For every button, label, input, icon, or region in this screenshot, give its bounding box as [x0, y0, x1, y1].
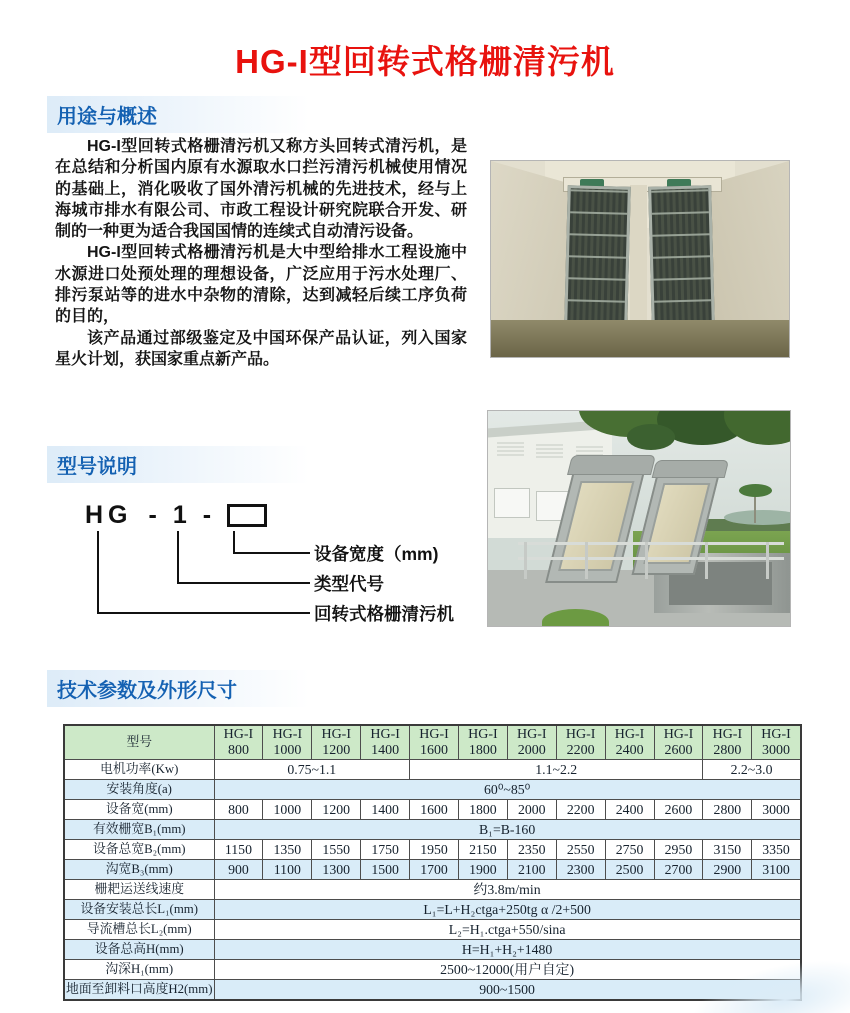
spec-model-header-cell	[214, 725, 263, 760]
photo2-machine-face	[643, 483, 710, 564]
spec-value-cell: 1150	[214, 840, 263, 860]
model-number: 2800	[713, 742, 742, 758]
spec-row	[64, 800, 801, 820]
spec-value-cell: 1550	[312, 840, 361, 860]
photo2-railing-post	[705, 542, 708, 579]
spec-value-cell: 1.1~2.2	[410, 760, 703, 780]
spec-value-cell: L₂=H₁.ctga+550/sina	[214, 920, 801, 940]
spec-value-cell: 2900	[703, 860, 752, 880]
spec-model-header-cell	[263, 725, 312, 760]
spec-row-label: 电机功率(Kw)	[64, 760, 214, 780]
model-number: 2600	[664, 742, 693, 758]
photo2-vent	[497, 441, 524, 456]
model-prefix: HG-I	[272, 727, 303, 743]
model-number: 2000	[517, 742, 546, 758]
spec-value-cell: 2200	[556, 800, 605, 820]
model-prefix: HG-I	[761, 727, 791, 743]
model-number: 800	[227, 742, 249, 758]
spec-row	[64, 960, 801, 980]
spec-value-cell: 2400	[605, 800, 654, 820]
spec-row-label: 沟深H₁(mm)	[64, 960, 214, 980]
photo1-water	[491, 320, 789, 357]
spec-model-header-cell	[703, 725, 752, 760]
spec-model-header-cell	[458, 725, 507, 760]
photo2-vent	[536, 443, 563, 458]
spec-model-header-cell	[556, 725, 605, 760]
overview-paragraph: 该产品通过部级鉴定及中国环保产品认证，列入国家星火计划，获国家重点新产品。	[55, 329, 467, 368]
spec-row-label: 设备安装总长L₁(mm)	[64, 900, 214, 920]
spec-row-label: 沟宽B₃(mm)	[64, 860, 214, 880]
model-number: 1800	[468, 742, 497, 758]
spec-model-header-cell	[361, 725, 410, 760]
section-heading-overview: 用途与概述	[47, 96, 397, 133]
photo2-palm-tree	[739, 484, 772, 497]
spec-value-cell: 900~1500	[214, 980, 801, 1001]
spec-value-cell: 1200	[312, 800, 361, 820]
model-code-dash: -	[202, 501, 212, 529]
spec-row-label: 安装角度(a)	[64, 780, 214, 800]
spec-row-label: 设备总宽B₂(mm)	[64, 840, 214, 860]
spec-row-label: 栅耙运送线速度	[64, 880, 214, 900]
product-photo-outdoor-screens	[487, 410, 791, 627]
model-code-width-box	[227, 504, 267, 527]
photo1-screen-right	[649, 186, 715, 329]
spec-value-cell: 2800	[703, 800, 752, 820]
photo2-machine-head	[652, 460, 730, 479]
model-number: 1200	[322, 742, 351, 758]
spec-value-cell: 1900	[458, 860, 507, 880]
model-code-type: 1	[172, 501, 187, 529]
spec-value-cell: 2950	[654, 840, 703, 860]
overview-paragraph: HG-I型回转式格栅清污机是大中型给排水工程设施中水源进口处预处理的理想设备，广泛应用于污水处理厂、排污泵站等的进水中杂物的清除，达到减轻后续工序负荷的目的，	[55, 244, 467, 326]
spec-value-cell: 1700	[410, 860, 459, 880]
model-number: 2400	[615, 742, 644, 758]
model-prefix: HG-I	[663, 727, 694, 743]
spec-value-cell: 1400	[361, 800, 410, 820]
overview-paragraph: HG-I型回转式格栅清污机又称方头回转式清污机，是在总结和分析国内原有水源取水口拦污清污机械使用情况的基础上，消化吸收了国外清污机械的先进技术，经与上海城市排水有限公司、市政工程设计研究院联合开发、研制的一种更为适合我国国情的连续式自动清污设备。	[55, 138, 467, 241]
model-prefix: HG-I	[419, 727, 449, 743]
spec-model-header-cell	[410, 725, 459, 760]
model-number: 2200	[566, 742, 595, 758]
spec-value-cell: 2600	[654, 800, 703, 820]
photo2-foliage	[627, 424, 675, 450]
spec-value-cell: 2100	[507, 860, 556, 880]
spec-value-cell: 3350	[752, 840, 801, 860]
specs-table	[63, 724, 802, 1001]
spec-model-header-cell	[507, 725, 556, 760]
photo2-palm-tree	[754, 493, 756, 523]
spec-value-cell: 约3.8m/min	[214, 880, 801, 900]
spec-row	[64, 780, 801, 800]
spec-row-label: 设备总高H(mm)	[64, 940, 214, 960]
spec-row	[64, 760, 801, 780]
product-photo-bar-screens-channel	[490, 160, 790, 358]
spec-value-cell: H=H₁+H₂+1480	[214, 940, 801, 960]
spec-value-cell: 800	[214, 800, 263, 820]
spec-row	[64, 820, 801, 840]
model-prefix: HG-I	[321, 727, 351, 743]
spec-value-cell: 2300	[556, 860, 605, 880]
spec-value-cell: 1800	[458, 800, 507, 820]
spec-row	[64, 900, 801, 920]
spec-row	[64, 940, 801, 960]
spec-value-cell: 2500~12000(用户自定)	[214, 960, 801, 980]
spec-value-cell: 1950	[410, 840, 459, 860]
diagram-label-width: 设备宽度（mm)	[314, 544, 439, 564]
photo2-railing-post	[645, 542, 648, 579]
model-number: 3000	[761, 742, 790, 758]
spec-header-row	[64, 725, 801, 760]
spec-value-cell: 1100	[263, 860, 312, 880]
spec-row	[64, 840, 801, 860]
photo2-railing	[518, 557, 784, 560]
spec-value-cell: 2350	[507, 840, 556, 860]
section-heading-model: 型号说明	[47, 446, 397, 483]
spec-corner-cell: 型号	[64, 725, 214, 760]
spec-value-cell: 2.2~3.0	[703, 760, 801, 780]
spec-model-header-cell	[654, 725, 703, 760]
photo2-window	[494, 488, 530, 518]
spec-row-label: 导流槽总长L₂(mm)	[64, 920, 214, 940]
spec-model-header-cell	[752, 725, 801, 760]
spec-value-cell: 1300	[312, 860, 361, 880]
model-number: 1400	[371, 742, 400, 758]
photo2-railing-post	[766, 542, 769, 579]
model-number: 1600	[420, 742, 448, 758]
spec-value-cell: 3100	[752, 860, 801, 880]
spec-value-cell: 1600	[410, 800, 459, 820]
spec-value-cell: 3000	[752, 800, 801, 820]
spec-value-cell: L₁=L+H₂ctga+250tg α /2+500	[214, 900, 801, 920]
diagram-label-type: 类型代号	[314, 574, 384, 594]
model-code-dash: -	[148, 501, 157, 529]
model-number: 1000	[273, 742, 302, 758]
spec-value-cell: 1500	[361, 860, 410, 880]
spec-row	[64, 880, 801, 900]
spec-value-cell: 1750	[361, 840, 410, 860]
photo2-machine-head	[568, 454, 657, 475]
model-prefix: HG-I	[614, 727, 645, 743]
spec-model-header-cell	[605, 725, 654, 760]
photo2-railing-post	[524, 542, 527, 579]
spec-value-cell: 0.75~1.1	[214, 760, 410, 780]
spec-row-label: 地面至卸料口高度H2(mm)	[64, 980, 214, 1001]
spec-value-cell: 60⁰~85⁰	[214, 780, 801, 800]
model-prefix: HG-I	[370, 727, 400, 743]
photo1-screen-left	[564, 186, 630, 329]
model-prefix: HG-I	[517, 727, 547, 743]
spec-model-header-cell	[312, 725, 361, 760]
spec-value-cell: 2700	[654, 860, 703, 880]
photo1-center-pillar	[630, 185, 648, 326]
model-prefix: HG-I	[565, 727, 596, 743]
spec-value-cell: 3150	[703, 840, 752, 860]
model-prefix: HG-I	[712, 727, 743, 743]
photo2-railing-post	[585, 542, 588, 579]
spec-row	[64, 860, 801, 880]
model-code	[85, 501, 267, 530]
model-code-prefix: HG	[85, 501, 133, 529]
spec-value-cell: 2000	[507, 800, 556, 820]
spec-row	[64, 920, 801, 940]
diagram-line-machine	[97, 531, 310, 614]
spec-row-label: 有效栅宽B₁(mm)	[64, 820, 214, 840]
section-heading-specs: 技术参数及外形尺寸	[47, 670, 397, 707]
spec-value-cell: 2500	[605, 860, 654, 880]
model-prefix: HG-I	[223, 727, 254, 743]
photo2-railing	[518, 542, 784, 545]
diagram-label-machine: 回转式格栅清污机	[314, 604, 454, 624]
spec-value-cell: 2550	[556, 840, 605, 860]
spec-value-cell: 1000	[263, 800, 312, 820]
spec-value-cell: 2150	[458, 840, 507, 860]
spec-row-label: 设备宽(mm)	[64, 800, 214, 820]
spec-value-cell: B₁=B-160	[214, 820, 801, 840]
spec-value-cell: 900	[214, 860, 263, 880]
spec-value-cell: 2750	[605, 840, 654, 860]
overview-text-block	[55, 136, 467, 370]
page-title: HG-I型回转式格栅清污机	[235, 43, 615, 80]
model-prefix: HG-I	[468, 727, 498, 743]
spec-value-cell: 1350	[263, 840, 312, 860]
photo2-foliage	[724, 410, 791, 445]
